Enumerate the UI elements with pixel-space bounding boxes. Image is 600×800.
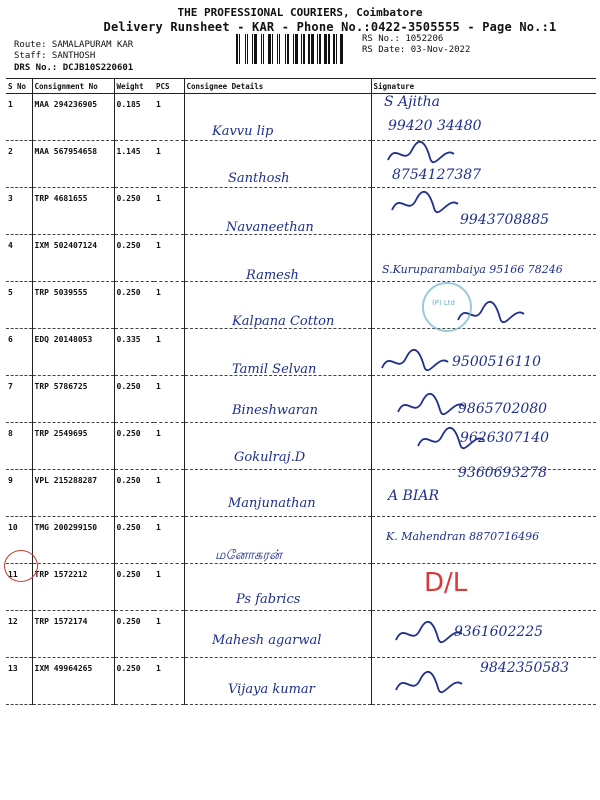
signature-handwriting: 9865702080 — [458, 401, 548, 417]
col-consignment: Consignment No — [32, 79, 114, 94]
stamp-lettering: (P) Ltd — [432, 299, 455, 307]
col-pcs: PCS — [154, 79, 184, 94]
row-pcs: 1 — [154, 235, 184, 282]
col-consignee: Consignee Details — [184, 79, 371, 94]
signature-handwriting: S.Kuruparambaiya 95166 78246 — [382, 263, 563, 276]
row-consignment: MAA 294236905 — [32, 94, 114, 141]
row-pcs: 1 — [154, 517, 184, 564]
row-weight: 0.250 — [114, 188, 154, 235]
row-sno: 11 — [6, 564, 32, 611]
signature-handwriting: K. Mahendran 8870716496 — [386, 530, 540, 543]
row-signature — [371, 564, 596, 611]
row-pcs: 1 — [154, 188, 184, 235]
rs-date: RS Date: 03-Nov-2022 — [362, 45, 471, 55]
row-consignment: MAA 567954658 — [32, 141, 114, 188]
consignee-handwriting: Kalpana Cotton — [232, 314, 335, 329]
runsheet-subtitle: Delivery Runsheet - KAR - Phone No.:0422-3505555 - Page No.:1 — [103, 20, 557, 34]
row-pcs: 1 — [154, 376, 184, 423]
company-stamp — [422, 282, 472, 332]
row-weight: 0.250 — [114, 564, 154, 611]
row-consignment: TRP 5786725 — [32, 376, 114, 423]
row-consignment: TRP 1572174 — [32, 611, 114, 658]
row-consignment: IXM 502407124 — [32, 235, 114, 282]
consignee-handwriting: மனோகரன் — [215, 548, 282, 563]
delivered-mark: D/L — [424, 568, 468, 598]
table-row — [6, 94, 596, 141]
row-sno: 1 — [6, 94, 32, 141]
row-pcs: 1 — [154, 470, 184, 517]
table-row — [6, 141, 596, 188]
row-consignment: TMG 200299150 — [32, 517, 114, 564]
row-weight: 0.250 — [114, 517, 154, 564]
row-weight: 0.185 — [114, 94, 154, 141]
row-consignment: TRP 2549695 — [32, 423, 114, 470]
row-weight: 1.145 — [114, 141, 154, 188]
signature-handwriting: 8754127387 — [392, 167, 482, 183]
col-weight: Weight — [114, 79, 154, 94]
signature-scribble — [416, 426, 486, 454]
route-label: Route: SAMALAPURAM KAR — [14, 40, 134, 50]
runsheet-table — [6, 78, 596, 705]
row-pcs: 1 — [154, 564, 184, 611]
signature-handwriting: S Ajitha — [384, 94, 440, 110]
row-pcs: 1 — [154, 658, 184, 705]
consignee-handwriting: Gokulraj.D — [234, 450, 306, 465]
signature-scribble — [394, 620, 464, 648]
row-sno: 9 — [6, 470, 32, 517]
signature-handwriting: 9361602225 — [454, 624, 544, 640]
row-sno: 8 — [6, 423, 32, 470]
row-pcs: 1 — [154, 282, 184, 329]
consignee-handwriting: Mahesh agarwal — [212, 633, 322, 648]
row-sno: 6 — [6, 329, 32, 376]
col-signature: Signature — [371, 79, 596, 94]
row-pcs: 1 — [154, 611, 184, 658]
row-consignment: EDQ 20148053 — [32, 329, 114, 376]
signature-scribble — [394, 670, 464, 698]
signature-scribble — [380, 348, 450, 376]
row-consignment: VPL 215288287 — [32, 470, 114, 517]
row-11-circle-mark — [4, 550, 38, 582]
signature-scribble — [396, 392, 466, 420]
row-weight: 0.250 — [114, 376, 154, 423]
signature-handwriting: 9360693278 — [458, 465, 548, 481]
consignee-handwriting: Bineshwaran — [232, 403, 319, 418]
row-pcs: 1 — [154, 423, 184, 470]
row-sno: 13 — [6, 658, 32, 705]
row-weight: 0.250 — [114, 235, 154, 282]
consignee-handwriting: Santhosh — [228, 171, 290, 186]
table-row — [6, 564, 596, 611]
consignee-handwriting: Kavvu lip — [212, 124, 274, 139]
row-consignee — [184, 658, 371, 705]
consignee-handwriting: Ps fabrics — [236, 592, 301, 607]
signature-handwriting: 9943708885 — [460, 212, 550, 228]
row-weight: 0.250 — [114, 611, 154, 658]
barcode — [236, 34, 354, 64]
row-weight: 0.335 — [114, 329, 154, 376]
consignee-handwriting: Tamil Selvan — [232, 362, 317, 377]
row-pcs: 1 — [154, 94, 184, 141]
signature-scribble — [390, 190, 460, 218]
consignee-handwriting: Navaneethan — [226, 220, 314, 235]
consignee-handwriting: Ramesh — [246, 268, 299, 283]
consignee-handwriting: Manjunathan — [228, 496, 316, 511]
consignee-handwriting: Vijaya kumar — [228, 682, 315, 697]
row-sno: 12 — [6, 611, 32, 658]
rs-number: RS No.: 1052206 — [362, 34, 444, 44]
drs-number: DRS No.: DCJB10S220601 — [14, 63, 134, 73]
signature-handwriting: 99420 34480 — [388, 118, 482, 134]
company-title: THE PROFESSIONAL COURIERS, Coimbatore — [177, 6, 423, 19]
row-sno: 4 — [6, 235, 32, 282]
row-sno: 3 — [6, 188, 32, 235]
row-weight: 0.250 — [114, 658, 154, 705]
signature-handwriting: 9626307140 — [460, 430, 550, 446]
row-weight: 0.250 — [114, 470, 154, 517]
staff-label: Staff: SANTHOSH — [14, 51, 96, 61]
row-sno: 7 — [6, 376, 32, 423]
row-pcs: 1 — [154, 141, 184, 188]
row-weight: 0.250 — [114, 282, 154, 329]
row-sno: 10 — [6, 517, 32, 564]
col-sno: S No — [6, 79, 32, 94]
row-consignment: TRP 4681655 — [32, 188, 114, 235]
signature-scribble — [386, 140, 456, 168]
signature-handwriting: 9500516110 — [452, 354, 542, 370]
row-pcs: 1 — [154, 329, 184, 376]
row-consignment: TRP 1572212 — [32, 564, 114, 611]
row-consignment: IXM 49964265 — [32, 658, 114, 705]
row-sno: 2 — [6, 141, 32, 188]
row-consignment: TRP 5039555 — [32, 282, 114, 329]
table-header-row — [6, 79, 596, 94]
row-sno: 5 — [6, 282, 32, 329]
signature-handwriting: A BIAR — [388, 488, 440, 504]
signature-handwriting: 9842350583 — [480, 660, 570, 676]
row-weight: 0.250 — [114, 423, 154, 470]
